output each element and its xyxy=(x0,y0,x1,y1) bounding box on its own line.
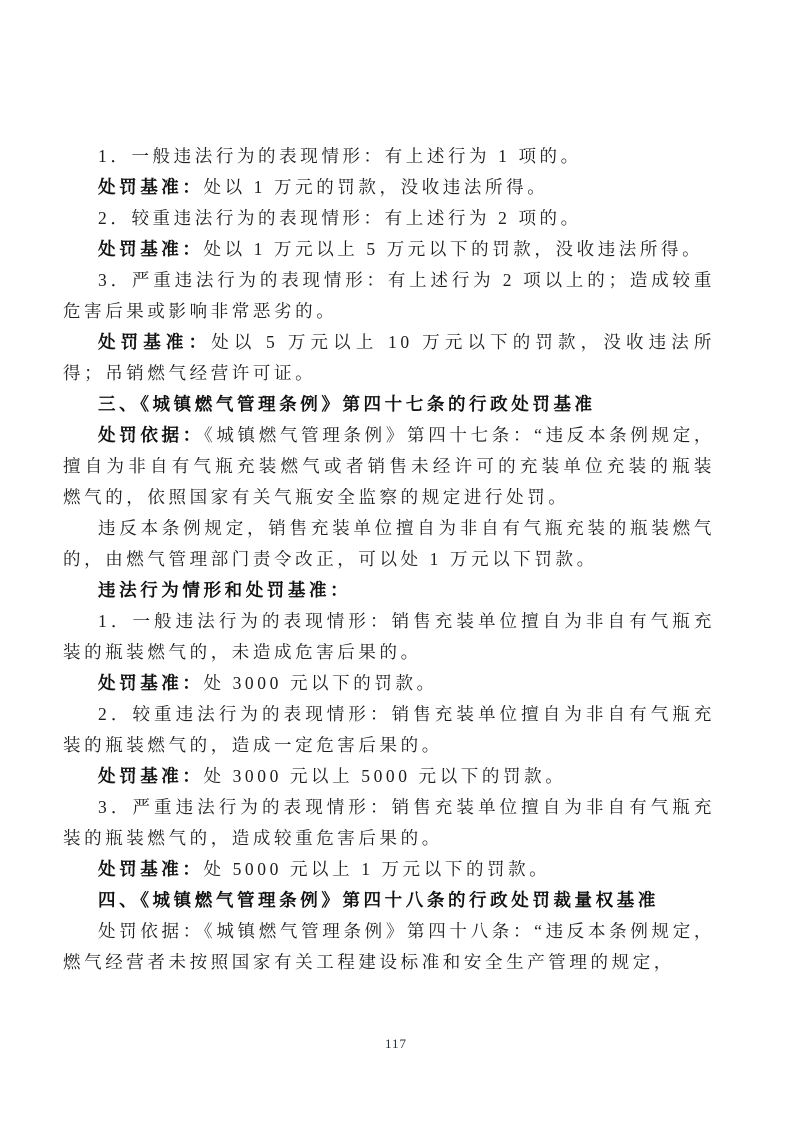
paragraph xyxy=(63,606,715,668)
paragraph-text: 1．一般违法行为的表现情形：有上述行为 1 项的。 xyxy=(98,146,582,166)
paragraph-text: 违反本条例规定，销售充装单位擅自为非自有气瓶充装的瓶装燃气的，由燃气管理部门责令改正，可以处 1 万元以下罚款。 xyxy=(63,518,715,569)
paragraph xyxy=(63,916,715,978)
document-body xyxy=(63,141,715,978)
paragraph xyxy=(63,327,715,389)
page-number: 117 xyxy=(384,1036,408,1051)
paragraph-text: 《城镇燃气管理条例》第四十七条：“违反本条例规定，擅自为非自有气瓶充装燃气或者销售未经许可的充装单位充装的瓶装燃气的，依照国家有关气瓶安全监察的规定进行处罚。 xyxy=(63,425,716,507)
paragraph-label: 违法行为情形和处罚基准： xyxy=(98,580,352,600)
paragraph xyxy=(63,141,715,172)
section-heading xyxy=(63,885,715,916)
paragraph-label: 处罚基准： xyxy=(98,859,204,879)
paragraph-label: 处罚基准： xyxy=(98,177,204,197)
paragraph-text: 处以 5 万元以上 10 万元以下的罚款，没收违法所得；吊销燃气经营许可证。 xyxy=(63,332,715,383)
section-heading xyxy=(63,389,715,420)
paragraph xyxy=(63,203,715,234)
paragraph xyxy=(63,575,715,606)
paragraph xyxy=(63,668,715,699)
paragraph xyxy=(63,792,715,854)
paragraph xyxy=(63,172,715,203)
paragraph-text: 处 3000 元以上 5000 元以下的罚款。 xyxy=(203,766,567,786)
paragraph-text: 处以 1 万元以上 5 万元以下的罚款，没收违法所得。 xyxy=(203,239,704,259)
paragraph xyxy=(63,761,715,792)
paragraph-label: 处罚依据： xyxy=(98,425,204,445)
paragraph-text: 处以 1 万元的罚款，没收违法所得。 xyxy=(203,177,549,197)
paragraph-text: 处 5000 元以上 1 万元以下的罚款。 xyxy=(203,859,551,879)
paragraph-text: 3．严重违法行为的表现情形：销售充装单位擅自为非自有气瓶充装的瓶装燃气的，造成较重危害后果的。 xyxy=(63,797,715,848)
paragraph xyxy=(63,265,715,327)
paragraph-text: 3．严重违法行为的表现情形：有上述行为 2 项以上的；造成较重危害后果或影响非常恶劣的。 xyxy=(63,270,715,321)
paragraph-text: 处 3000 元以下的罚款。 xyxy=(203,673,438,693)
paragraph-text: 三、《城镇燃气管理条例》第四十七条的行政处罚基准 xyxy=(98,394,596,414)
paragraph-label: 处罚基准： xyxy=(98,766,204,786)
paragraph xyxy=(63,420,715,513)
paragraph-text: 2．较重违法行为的表现情形：销售充装单位擅自为非自有气瓶充装的瓶装燃气的，造成一定危害后果的。 xyxy=(63,704,715,755)
paragraph xyxy=(63,513,715,575)
paragraph-text: 处罚依据：《城镇燃气管理条例》第四十八条：“违反本条例规定，燃气经营者未按照国家有关工程建设标准和安全生产管理的规定， xyxy=(63,921,715,972)
paragraph xyxy=(63,699,715,761)
paragraph-label: 处罚基准： xyxy=(98,239,204,259)
paragraph-label: 处罚基准： xyxy=(98,332,212,352)
paragraph xyxy=(63,234,715,265)
paragraph-label: 处罚基准： xyxy=(98,673,204,693)
paragraph-text: 1．一般违法行为的表现情形：销售充装单位擅自为非自有气瓶充装的瓶装燃气的，未造成危害后果的。 xyxy=(63,611,715,662)
paragraph xyxy=(63,854,715,885)
paragraph-text: 2．较重违法行为的表现情形：有上述行为 2 项的。 xyxy=(98,208,582,228)
paragraph-text: 四、《城镇燃气管理条例》第四十八条的行政处罚裁量权基准 xyxy=(98,890,659,910)
